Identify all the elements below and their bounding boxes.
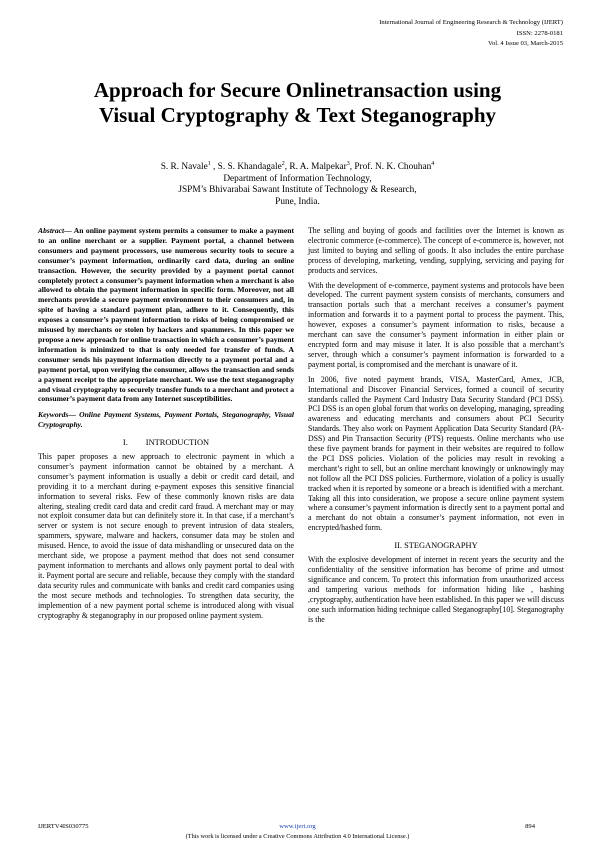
- abstract: [38, 226, 294, 404]
- author-1-affil: 1: [207, 161, 211, 167]
- left-column: [38, 226, 294, 625]
- paper-title: [30, 78, 565, 128]
- title-line-1: Approach for Secure Onlinetransaction using: [93, 78, 502, 102]
- author-4: , Prof. N. K. Chouhan: [349, 162, 432, 173]
- paper-id: IJERTV4IS030775: [38, 823, 89, 830]
- journal-name: International Journal of Engineering Research & Technology (IJERT): [379, 19, 563, 26]
- title-line-2: Visual Cryptography & Text Steganography: [98, 103, 497, 127]
- page-number: 894: [525, 823, 535, 830]
- author-3-affil: 3: [346, 161, 350, 167]
- abstract-text: An online payment system permits a consumer to make a payment to an online merchant or a supplier. Payment portal, a channel between consumers and payment processors, use numerous security tools to secure a consumer’s payment information, ordinarily card data, during an online transaction. However, the security provided by a payment portal cannot completely protect a consumer’s payment information when a merchant is also allowed to obtain the payment information in specific form. Moreover, not all merchants provide a secure payment environment to their consumers and, in spite of having a standard payment plan, adhere to it. Consequently, this exposes a consumer’s payment information to risks of being compromised or misused by merchants or stolen by hackers and spammers. In this paper we propose a new approach for online transaction in which a consumer’s payment information is minimized to that is only needed for transfer of funds. A consumer sends his payment information directly to a payment portal and a payment portal, upon verifying the consumer, allows the transaction and sends a payment receipt to the appropriate merchant. We use the text steganography and visual cryptography to securely transfer funds to a merchant and protect a consumer’s payment data from any Internet susceptibilities.: [38, 226, 294, 404]
- author-2-affil: 2: [281, 161, 285, 167]
- abstract-label: Abstract—: [38, 226, 72, 235]
- issn: ISSN: 2278-0181: [516, 29, 563, 37]
- author-4-affil: 4: [431, 161, 435, 167]
- right-column: [308, 226, 564, 629]
- site-link[interactable]: www.ijert.org: [279, 823, 316, 830]
- city: Pune, India.: [275, 196, 320, 207]
- body-paragraph-1: The selling and buying of goods and facilities over the Internet is known as electronic commerce (e-commerce). The concept of e-commerce is, however, not just limited to buying and selling of goods. It also includes the entire purchase process of developing, marketing, vending, supplying, servicing and paying for products and services.: [308, 226, 564, 275]
- volume-issue: Vol. 4 Issue 03, March-2015: [488, 40, 563, 47]
- author-block: [40, 159, 555, 208]
- body-paragraph-2: With the development of e-commerce, payment systems and protocols have been developed. The current payment system consists of merchants, consumers and transaction portals such that a merchant receives a consumer’s payment information and forwards it to a payment portal to process the payment. This, however, exposes a consumer’s payment information to risks, because a merchant can save the consumer’s payment information in either plain or encrypted form and may misuse it later. It is also possible that a merchant’s server, through which a consumer’s payment information is forwarded to a payment portal, is compromised and the merchant is unaware of it.: [308, 280, 564, 369]
- section-heading-steganography: II. STEGANOGRAPHY: [394, 541, 478, 551]
- section-number: I.: [122, 438, 128, 448]
- author-2: , S. S. Khandagale: [210, 162, 282, 173]
- license-note: (This work is licensed under a Creative Commons Attribution 4.0 International License.): [185, 833, 410, 840]
- institute: JSPM’s Bhivarabai Sawant Institute of Technology & Research,: [178, 185, 417, 196]
- journal-header: [243, 18, 563, 50]
- author-1: S. R. Navale: [160, 162, 208, 173]
- author-names: [40, 159, 555, 174]
- body-paragraph-3: In 2006, five noted payment brands, VISA, MasterCard, Amex, JCB, International and Discover Financial Services, formed a council of security standards called the Payment Card Industry Data Security Standard (PCI DSS). PCI DSS is an open global forum that works on developing, managing, spreading awareness and educating merchants and consumers about PCI Security Standards. They also work on Payment Application Data Security Standard (PA-DSS) and Pin Transaction Security (PTS) requests. Online merchants who use these five payment brands for payment in their websites are required to follow the PCI DSS policies. Violation of the policies may result in revoking a merchant’s right to sell, but an online merchant knowingly or unknowingly may not follow all the PCI DSS policies. Furthermore, violation of a policy is usually tracked when it is reported by someone or a breach is identified with a merchant. Taking all this into consideration, we propose a secure online payment system where a consumer’s payment information is directly sent to a payment portal and a merchant do not obtain a consumer’s payment information, not even in encrypted/hashed form.: [308, 374, 564, 533]
- author-3: , R. A. Malpekar: [284, 162, 347, 173]
- department: Department of Information Technology,: [223, 173, 372, 184]
- keywords: Keywords— Online Payment Systems, Payment Portals, Steganography, Visual Cryptography.: [38, 410, 294, 430]
- intro-paragraph: This paper proposes a new approach to electronic payment in which a consumer’s payment information cannot be obtained by a merchant. A consumer’s payment information is usually a debit or credit card detail, and providing it to a merchant during e-payment exposes this sensitive financial information to several risks. Few of these commonly known risks are data altering, stealing credit card data and credit card fraud. A merchant may or may not exploit consumer data but can definitely store it. In that case, if a merchant’s server or system is not secure enough to prevent intrusion of data stealers, spammers, spyware, malware and hackers, consumer data may be stolen and misused. Hence, to avoid the issue of data mishandling or unsecured data on the merchant side, we propose a payment method that does not send consumer payment information to merchants and allows only payment portal to deal with it. Payment portal are secure and reliable, because they comply with the standard data security rules and communicate with banks and credit card companies using the most secure methods and technologies. To strengthen data security, the implemention of a new payment portal scheme is introduced along with visual cryptography & steganography in our proposed online payment system.: [38, 452, 294, 620]
- section-heading-introduction: [38, 438, 294, 448]
- section-title: INTRODUCTION: [145, 438, 210, 448]
- body-paragraph-4: With the explosive development of internet in recent years the security and the confidentiality of the sensitive information has become of prime and utmost significance and concern. To protect this information from unauthorized access and tampering various methods for information hiding like , hashing ,cryptography, authentication have been established. In this paper we will discuss one such information hiding technique called Steganography[10]. Steganography is the: [308, 555, 564, 624]
